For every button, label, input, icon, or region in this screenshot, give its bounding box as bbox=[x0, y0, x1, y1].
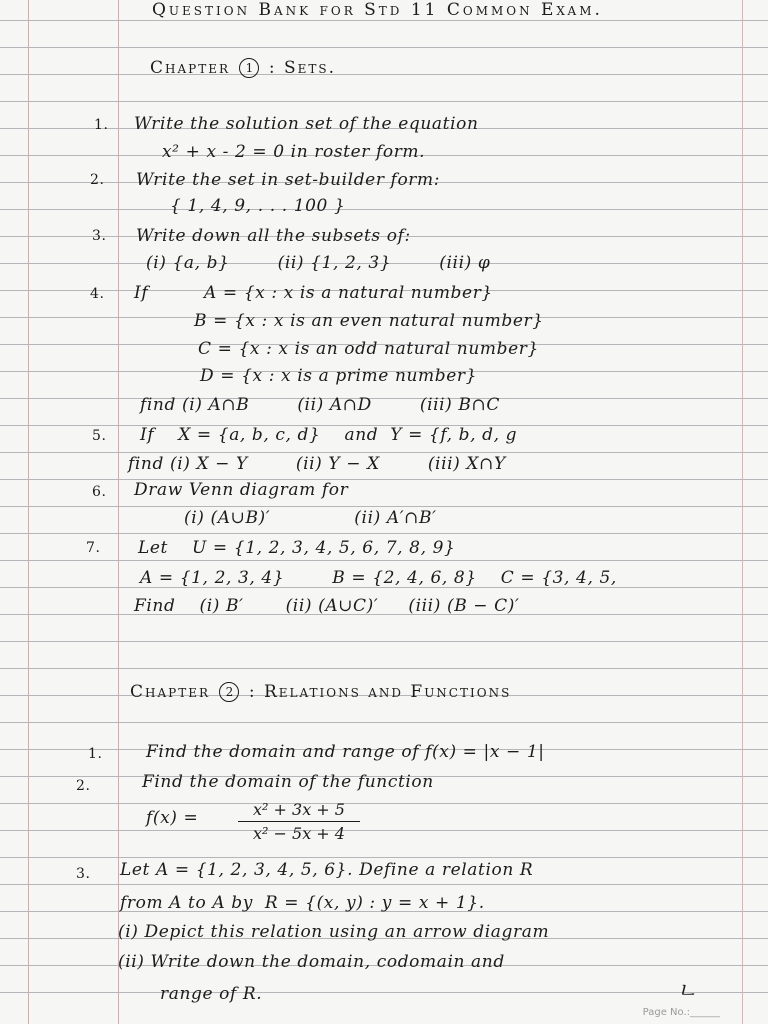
function-fraction bbox=[238, 800, 360, 843]
chapter-2-heading bbox=[130, 682, 511, 702]
pen-mark: ㄴ bbox=[676, 979, 698, 1004]
question-text: Find the domain and range of f(x) = |x − 1| bbox=[146, 742, 545, 762]
question-text: find (i) X − Y (ii) Y − X (iii) X∩Y bbox=[128, 454, 506, 474]
question-text: Write the solution set of the equation bbox=[134, 114, 479, 134]
question-text: Write the set in set-builder form: bbox=[136, 170, 441, 190]
question-number: 3. bbox=[76, 866, 91, 882]
question-number: 5. bbox=[92, 428, 107, 444]
question-text: (ii) Write down the domain, codomain and bbox=[118, 952, 505, 972]
question-text: (i) Depict this relation using an arrow diagram bbox=[118, 922, 550, 942]
fraction-numerator: x² + 3x + 5 bbox=[238, 800, 360, 822]
function-lhs: f(x) = bbox=[146, 808, 199, 828]
page-number-label: Page No.:______ bbox=[642, 1007, 720, 1018]
number-margin-line bbox=[118, 0, 119, 1024]
question-text: Let A = {1, 2, 3, 4, 5, 6}. Define a relation R bbox=[120, 860, 534, 880]
question-text: Find (i) B′ (ii) (A∪C)′ (iii) (B − C)′ bbox=[134, 596, 520, 616]
question-text: (i) (A∪B)′ (ii) A′∩B′ bbox=[184, 508, 437, 528]
question-text: { 1, 4, 9, . . . 100 } bbox=[170, 196, 346, 216]
chapter-label: Chapter bbox=[130, 682, 211, 702]
chapter-title: : Sets. bbox=[268, 58, 336, 78]
question-number: 3. bbox=[92, 228, 107, 244]
question-text: range of R. bbox=[160, 984, 263, 1004]
set-definition: D = {x : x is a prime number} bbox=[200, 366, 478, 386]
set-definition: C = {x : x is an odd natural number} bbox=[198, 339, 539, 359]
question-number: 4. bbox=[90, 286, 105, 302]
chapter-number-badge: 2 bbox=[219, 682, 239, 702]
page-header: Question Bank for Std 11 Common Exam. bbox=[152, 0, 603, 20]
chapter-number-badge: 1 bbox=[239, 58, 259, 78]
question-text: find (i) A∩B (ii) A∩D (iii) B∩C bbox=[140, 395, 500, 415]
question-text: Draw Venn diagram for bbox=[134, 480, 349, 500]
chapter-label: Chapter bbox=[150, 58, 231, 78]
chapter-1-heading bbox=[150, 58, 336, 78]
question-text: Write down all the subsets of: bbox=[136, 226, 411, 246]
question-number: 7. bbox=[86, 540, 101, 556]
question-number: 1. bbox=[88, 746, 103, 762]
question-text: (i) {a, b} (ii) {1, 2, 3} (iii) φ bbox=[146, 253, 491, 273]
right-margin-line bbox=[742, 0, 743, 1024]
question-text: Find the domain of the function bbox=[142, 772, 434, 792]
question-text: from A to A by R = {(x, y) : y = x + 1}. bbox=[120, 893, 485, 913]
question-number: 1. bbox=[94, 117, 109, 133]
left-margin-line bbox=[28, 0, 29, 1024]
set-definition: B = {x : x is an even natural number} bbox=[194, 311, 544, 331]
question-number: 6. bbox=[92, 484, 107, 500]
question-text: If X = {a, b, c, d} and Y = {f, b, d, g bbox=[140, 425, 518, 445]
fraction-denominator: x² − 5x + 4 bbox=[253, 824, 345, 843]
question-text: If bbox=[134, 283, 149, 303]
question-text: x² + x - 2 = 0 in roster form. bbox=[162, 142, 426, 162]
chapter-title: : Relations and Functions bbox=[248, 682, 512, 702]
question-text: A = {1, 2, 3, 4} B = {2, 4, 6, 8} C = {3, 4, 5, bbox=[140, 568, 617, 588]
set-definition: A = {x : x is a natural number} bbox=[204, 283, 493, 303]
question-number: 2. bbox=[76, 778, 91, 794]
question-text: Let U = {1, 2, 3, 4, 5, 6, 7, 8, 9} bbox=[138, 538, 456, 558]
question-number: 2. bbox=[90, 172, 105, 188]
